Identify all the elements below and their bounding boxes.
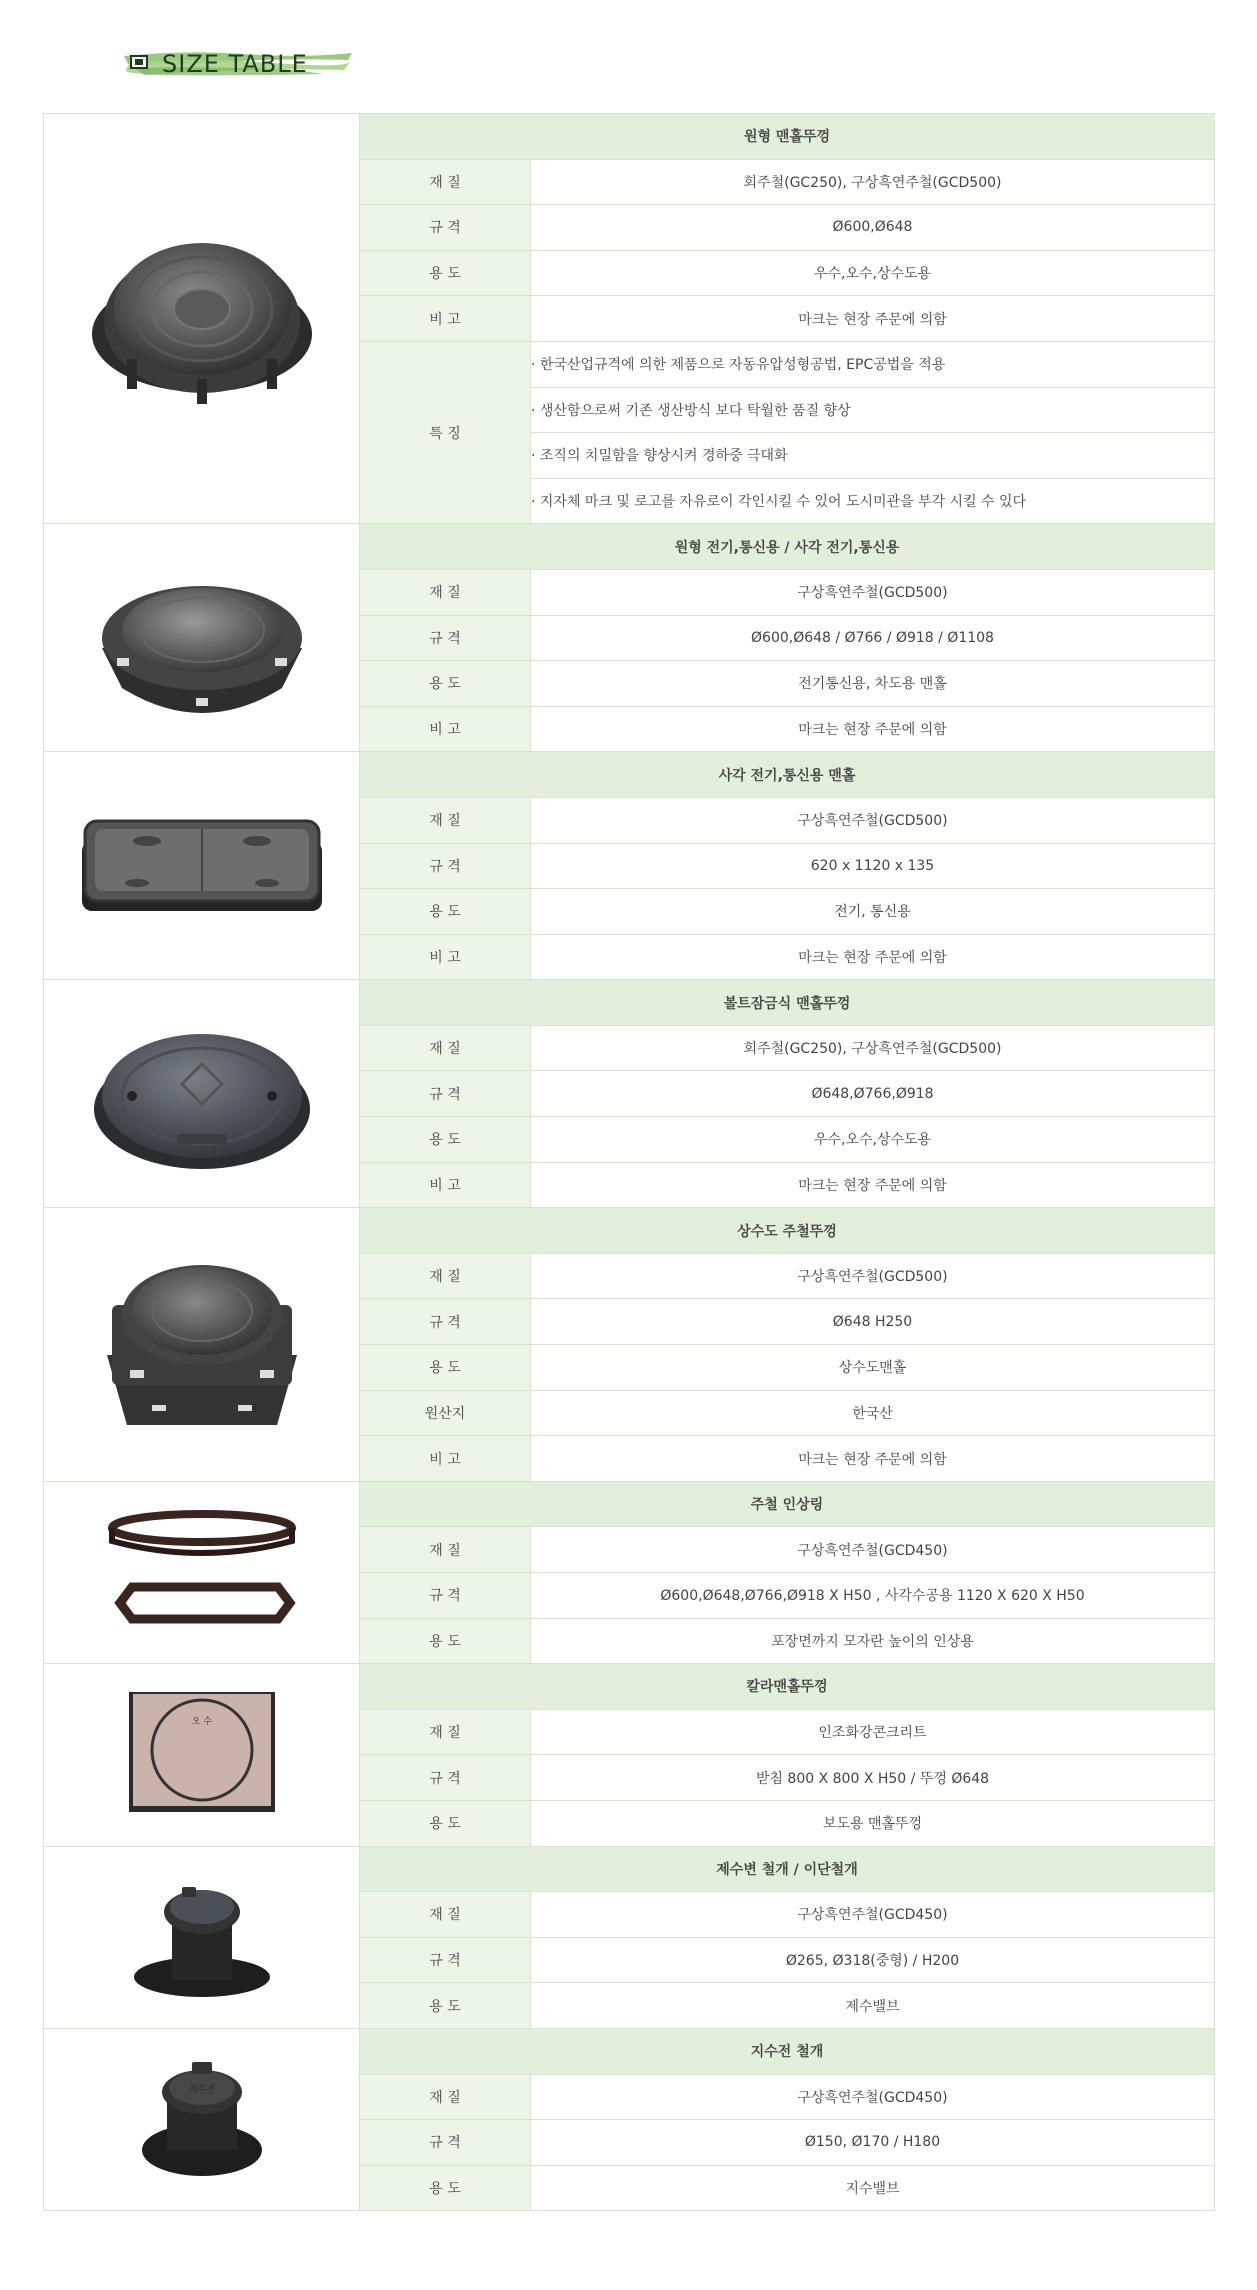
spec-label: 용 도 [360, 1117, 531, 1163]
spec-value: 620 x 1120 x 135 [531, 843, 1215, 889]
spec-label: 용 도 [360, 2165, 531, 2211]
spec-value: Ø265, Ø318(중형) / H200 [531, 1937, 1215, 1983]
product-title-row [44, 980, 1215, 1026]
feature-text: · 지자체 마크 및 로고를 자유로이 각인시킬 수 있어 도시미관을 부각 시킬 수 있다 [531, 478, 1215, 524]
gate-valve-box-image [44, 1846, 360, 2028]
spec-label: 용 도 [360, 250, 531, 296]
water-supply-cover-image [44, 1208, 360, 1482]
spec-label: 규 격 [360, 1755, 531, 1801]
cover-mark-text: 지수전 [188, 2084, 215, 2095]
spec-value: 한국산 [531, 1390, 1215, 1436]
spec-label: 규 격 [360, 1299, 531, 1345]
spec-label: 용 도 [360, 1345, 531, 1391]
spec-label: 재 질 [360, 1709, 531, 1755]
bolt-lock-cover-image [44, 980, 360, 1208]
gate-valve-box-icon [127, 1867, 277, 2007]
product-title: 주철 인상링 [360, 1481, 1215, 1527]
spec-value: 마크는 현장 주문에 의함 [531, 706, 1215, 752]
product-title: 원형 맨홀뚜껑 [360, 114, 1215, 160]
spec-label: 용 도 [360, 1983, 531, 2029]
spec-value: 마크는 현장 주문에 의함 [531, 934, 1215, 980]
spec-value: 구상흑연주철(GCD500) [531, 569, 1215, 615]
spec-value: 우수,오수,상수도용 [531, 1117, 1215, 1163]
color-manhole-cover-icon [127, 1690, 277, 1820]
spec-value: 회주철(GC250), 구상흑연주철(GCD500) [531, 159, 1215, 205]
product-title: 칼라맨홀뚜껑 [360, 1664, 1215, 1710]
spec-value: 전기, 통신용 [531, 889, 1215, 935]
product-title: 상수도 주철뚜껑 [360, 1208, 1215, 1254]
spec-value: 보도용 맨홀뚜껑 [531, 1800, 1215, 1846]
spec-label: 비 고 [360, 1162, 531, 1208]
size-table-title: SIZE TABLE [162, 50, 308, 78]
spec-label: 재 질 [360, 1025, 531, 1071]
product-title: 원형 전기,통신용 / 사각 전기,통신용 [360, 524, 1215, 570]
spec-value: 지수밸브 [531, 2165, 1215, 2211]
spec-label: 용 도 [360, 1618, 531, 1664]
product-title: 볼트잠금식 맨홀뚜껑 [360, 980, 1215, 1026]
spec-value: 제수밸브 [531, 1983, 1215, 2029]
product-title-row [44, 752, 1215, 798]
spec-label: 규 격 [360, 1573, 531, 1619]
feature-text: · 조직의 치밀함을 향상시켜 경하중 극대화 [531, 433, 1215, 479]
product-title: 제수변 철개 / 이단철개 [360, 1846, 1215, 1892]
product-title: 지수전 철개 [360, 2028, 1215, 2074]
color-manhole-cover-image [44, 1664, 360, 1846]
spec-label: 원산지 [360, 1390, 531, 1436]
square-telecom-cover-image [44, 752, 360, 980]
spec-label: 규 격 [360, 1071, 531, 1117]
spec-label: 비 고 [360, 1436, 531, 1482]
feature-text: · 생산함으로써 기존 생산방식 보다 탁월한 품질 향상 [531, 387, 1215, 433]
spec-label: 규 격 [360, 1937, 531, 1983]
spec-value: 구상흑연주철(GCD500) [531, 797, 1215, 843]
product-title-row [44, 524, 1215, 570]
spec-value: 인조화강콘크리트 [531, 1709, 1215, 1755]
product-title-row [44, 1481, 1215, 1527]
spec-value: Ø600,Ø648 [531, 205, 1215, 251]
spec-label: 규 격 [360, 205, 531, 251]
stop-valve-box-image [44, 2028, 360, 2210]
spec-label: 재 질 [360, 1892, 531, 1938]
spec-label: 용 도 [360, 889, 531, 935]
spec-label: 재 질 [360, 2074, 531, 2120]
round-manhole-cover-icon [87, 209, 317, 429]
cover-mark-text: 오 수 [191, 1716, 212, 1727]
spec-value: 구상흑연주철(GCD450) [531, 1892, 1215, 1938]
features-label: 특 징 [360, 341, 531, 523]
spec-value: Ø648 H250 [531, 1299, 1215, 1345]
water-supply-cover-icon [92, 1245, 312, 1445]
spec-label: 재 질 [360, 1527, 531, 1573]
raising-ring-icon [102, 1503, 302, 1643]
spec-value: Ø150, Ø170 / H180 [531, 2120, 1215, 2166]
spec-value: 구상흑연주철(GCD500) [531, 1253, 1215, 1299]
spec-value: 포장면까지 모자란 높이의 인상용 [531, 1618, 1215, 1664]
size-table-header [124, 44, 354, 82]
spec-label: 재 질 [360, 569, 531, 615]
spec-value: 마크는 현장 주문에 의함 [531, 296, 1215, 342]
spec-label: 비 고 [360, 934, 531, 980]
spec-label: 재 질 [360, 797, 531, 843]
spec-label: 용 도 [360, 661, 531, 707]
spec-value: 마크는 현장 주문에 의함 [531, 1162, 1215, 1208]
spec-value: 구상흑연주철(GCD450) [531, 2074, 1215, 2120]
spec-value: Ø600,Ø648,Ø766,Ø918 X H50 , 사각수공용 1120 X 620 X H50 [531, 1573, 1215, 1619]
spec-label: 용 도 [360, 1800, 531, 1846]
round-telecom-cover-image [44, 524, 360, 752]
square-telecom-cover-icon [77, 801, 327, 931]
spec-label: 비 고 [360, 296, 531, 342]
spec-value: Ø600,Ø648 / Ø766 / Ø918 / Ø1108 [531, 615, 1215, 661]
spec-value: 구상흑연주철(GCD450) [531, 1527, 1215, 1573]
spec-label: 규 격 [360, 843, 531, 889]
product-title: 사각 전기,통신용 맨홀 [360, 752, 1215, 798]
spec-table [43, 113, 1215, 2211]
product-title-row [44, 1208, 1215, 1254]
spec-label: 규 격 [360, 2120, 531, 2166]
bolt-lock-cover-icon [87, 1004, 317, 1184]
spec-label: 재 질 [360, 159, 531, 205]
spec-value: 회주철(GC250), 구상흑연주철(GCD500) [531, 1025, 1215, 1071]
spec-label: 재 질 [360, 1253, 531, 1299]
round-manhole-cover-image [44, 114, 360, 524]
stop-valve-box-icon [127, 2050, 277, 2190]
spec-value: 받침 800 X 800 X H50 / 뚜껑 Ø648 [531, 1755, 1215, 1801]
product-title-row [44, 1846, 1215, 1892]
product-title-row [44, 1664, 1215, 1710]
product-title-row [44, 114, 1215, 160]
raising-ring-image [44, 1481, 360, 1663]
square-bullet-icon [130, 55, 148, 69]
feature-text: · 한국산업규격에 의한 제품으로 자동유압성형공법, EPC공법을 적용 [531, 341, 1215, 387]
round-telecom-cover-icon [92, 538, 312, 738]
spec-value: Ø648,Ø766,Ø918 [531, 1071, 1215, 1117]
spec-value: 전기통신용, 차도용 맨홀 [531, 661, 1215, 707]
spec-value: 상수도맨홀 [531, 1345, 1215, 1391]
spec-label: 비 고 [360, 706, 531, 752]
spec-value: 우수,오수,상수도용 [531, 250, 1215, 296]
spec-value: 마크는 현장 주문에 의함 [531, 1436, 1215, 1482]
product-title-row [44, 2028, 1215, 2074]
spec-label: 규 격 [360, 615, 531, 661]
